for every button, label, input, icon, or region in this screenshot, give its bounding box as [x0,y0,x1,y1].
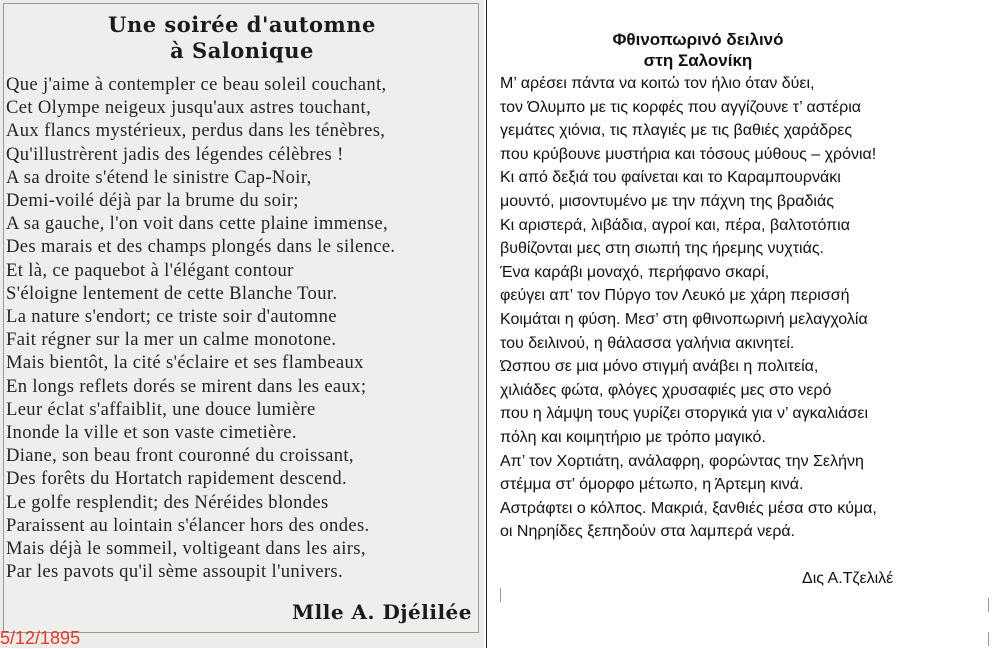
translation-poem-lines [500,72,990,544]
original-poem-line: Leur éclat s'affaiblit, une douce lumière [6,398,316,420]
translation-poem-line: Απ’ τον Χορτιάτη, ανάλαφρη, φορώντας την Σελήνη [500,452,864,470]
original-title-line1: Une soirée d'automne [108,12,376,37]
translation-poem-line: του δειλινού, η θάλασσα γαλήνια ακινητεί. [500,334,795,352]
translation-poem-line: Κι αριστερά, λιβάδια, αγροί και, πέρα, βαλτοτόπια [500,216,850,234]
translation-poem-line: Ένα καράβι μοναχό, περήφανο σκαρί, [500,263,770,281]
translation-poem-line: που η λάμψη τους γυρίζει στοργικά για ν’ αγκαλιάσει [500,405,869,423]
translation-poem-line: γεμάτες χιόνια, τις πλαγιές με τις βαθιές χαράδρες [500,122,853,140]
original-poem-line: Paraissent au lointain s'élancer hors des ondes. [6,514,370,536]
original-signature: Mlle A. Djélilée [291,600,472,624]
original-poem-line: Mais bientôt, la cité s'éclaire et ses flambeaux [6,352,364,374]
publication-date: 5/12/1895 [0,628,81,648]
translation-poem-line: Κοιμάται η φύση. Μεσ’ στη φθινοπωρινή μελαγχολία [500,310,868,328]
column-divider [486,0,487,648]
original-poem-line: Des marais et des champs plongés dans le silence. [6,236,396,258]
original-poem-line: Que j'aime à contempler ce beau soleil couchant, [6,74,387,95]
translation-title-line2: στη Σαλονίκη [643,51,753,70]
translation-poem-line: μουντό, μισοντυμένο με την πάχνη της βραδιάς [500,192,834,210]
original-poem-line: Demi-voilé déjà par la brume du soir; [6,190,299,212]
translation-poem-line: Αστράφτει ο κόλπος. Μακριά, ξανθιές μέσα στο κύμα, [500,499,877,517]
original-poem-line: A sa droite s'étend le sinistre Cap-Noir, [6,166,312,188]
original-poem-line: La nature s'endort; ce triste soir d'automne [6,306,337,328]
translation-poem-line: βυθίζονται μες στη σιωπή της ήρεμης νυχτιάς. [500,240,824,258]
newspaper-clipping [0,0,484,648]
original-poem-line: Des forêts du Hortatch rapidement descend. [6,468,348,490]
original-poem-line: En longs reflets dorés se mirent dans les eaux; [6,375,367,397]
original-poem-line: Par les pavots qu'il sème assoupit l'univers. [6,561,343,583]
scan-mark [500,588,501,602]
translation-poem-line: Μ’ αρέσει πάντα να κοιτώ τον ήλιο όταν δύει, [500,75,815,92]
translation-poem-line: τον Όλυμπο με τις κορφές που αγγίζουνε τ’ αστέρια [500,98,861,116]
translation-poem-line: στέμμα στ’ όμορφο μέτωπο, η Άρτεμη κινά. [500,476,804,494]
translation-signature: Δις Α.Τζελιλέ [802,570,894,587]
original-poem-line: S'éloigne lentement de cette Blanche Tour. [6,282,338,304]
scan-mark [988,598,989,612]
original-poem-line: Mais déjà le sommeil, voltigeant dans les airs, [6,538,366,560]
original-poem-line: Cet Olympe neigeux jusqu'aux astres touchant, [6,97,372,119]
original-poem-line: Fait régner sur la mer un calme monotone. [6,329,337,351]
translation-poem-line: Κι από δεξιά του φαίνεται και το Καραμπουρνάκι [500,169,841,187]
original-poem-line: Qu'illustrèrent jadis des légendes célèbres ! [6,143,344,165]
original-poem-line: Et là, ce paquebot à l'élégant contour [6,259,294,281]
original-poem-lines [6,73,478,583]
original-poem-line: Inonde la ville et son vaste cimetière. [6,422,297,444]
translation-poem-line: φεύγει απ’ τον Πύργο τον Λευκό με χάρη περισσή [500,287,850,305]
translation-title-line1: Φθινοπωρινό δειλινό [612,30,784,49]
translation-poem-line: οι Νηρηίδες ξεπηδούν στα λαμπερά νερά. [500,523,796,541]
original-poem-line: A sa gauche, l'on voit dans cette plaine immense, [6,213,388,235]
translation-poem-line: χιλιάδες φώτα, φλόγες χρυσαφιές μες στο νερό [500,381,832,399]
original-poem-line: Aux flancs mystérieux, perdus dans les ténèbres, [6,120,386,142]
greek-translation [488,0,993,648]
translation-poem-line: που κρύβουνε μυστήρια και τόσους μύθους – χρόνια! [500,145,877,163]
original-title-line2: à Salonique [170,38,314,63]
original-poem-line: Diane, son beau front couronné du croissant, [6,445,354,467]
scan-mark [988,632,989,646]
original-poem-line: Le golfe resplendit; des Néréides blondes [6,491,329,513]
translation-poem-line: πόλη και κοιμητήριο με τρόπο μαγικό. [500,428,766,446]
translation-poem-line: Ώσπου σε μια μόνο στιγμή ανάβει η πολιτεία, [500,358,819,376]
